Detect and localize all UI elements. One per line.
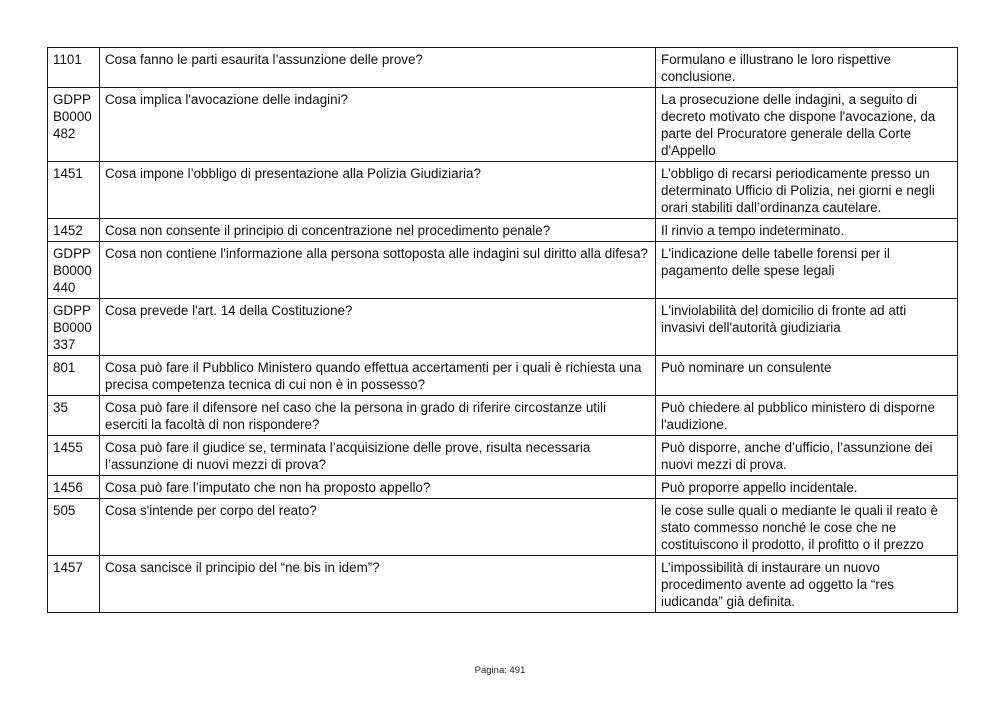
page-number: Pagina: 491 — [474, 665, 526, 676]
qa-table — [47, 47, 958, 613]
answer-text: L’impossibilità di instaurare un nuovo procedimento avente ad oggetto la “res iudicanda” già definita. — [656, 556, 958, 613]
question-id: 1451 — [48, 162, 100, 219]
question-text: Cosa può fare il Pubblico Ministero quando effettua accertamenti per i quali è richiesta una precisa competenza tecnica di cui non è in possesso? — [100, 356, 656, 396]
question-id: 1456 — [48, 476, 100, 499]
answer-text: L'inviolabilità del domicilio di fronte ad atti invasivi dell'autorità giudiziaria — [656, 299, 958, 356]
question-id: 1455 — [48, 436, 100, 476]
answer-text: le cose sulle quali o mediante le quali il reato è stato commesso nonché le cose che ne costituiscono il prodotto, il profitto o il prezzo — [656, 499, 958, 556]
table-row — [48, 499, 958, 556]
table-row — [48, 88, 958, 162]
question-id: 1457 — [48, 556, 100, 613]
question-text: Cosa impone l’obbligo di presentazione alla Polizia Giudiziaria? — [100, 162, 656, 219]
table-row — [48, 356, 958, 396]
answer-text: L’obbligo di recarsi periodicamente presso un determinato Ufficio di Polizia, nei giorni e negli orari stabiliti dall’ordinanza cautelare. — [656, 162, 958, 219]
table-row — [48, 162, 958, 219]
question-id: GDPP B0000 482 — [48, 88, 100, 162]
question-text: Cosa fanno le parti esaurita l’assunzione delle prove? — [100, 48, 656, 88]
answer-text: L'indicazione delle tabelle forensi per il pagamento delle spese legali — [656, 242, 958, 299]
question-text: Cosa non consente il principio di concentrazione nel procedimento penale? — [100, 219, 656, 242]
answer-text: Può disporre, anche d’ufficio, l’assunzione dei nuovi mezzi di prova. — [656, 436, 958, 476]
answer-text: Può nominare un consulente — [656, 356, 958, 396]
question-text: Cosa può fare il difensore nel caso che la persona in grado di riferire circostanze utili eserciti la facoltà di non rispondere? — [100, 396, 656, 436]
answer-text: Il rinvio a tempo indeterminato. — [656, 219, 958, 242]
question-id: 35 — [48, 396, 100, 436]
question-text: Cosa sancisce il principio del “ne bis in idem”? — [100, 556, 656, 613]
table-row — [48, 48, 958, 88]
question-id: GDPP B0000 440 — [48, 242, 100, 299]
question-text: Cosa s'intende per corpo del reato? — [100, 499, 656, 556]
answer-text: Formulano e illustrano le loro rispettive conclusione. — [656, 48, 958, 88]
question-text: Cosa implica l'avocazione delle indagini? — [100, 88, 656, 162]
table-row — [48, 556, 958, 613]
question-id: 1101 — [48, 48, 100, 88]
question-text: Cosa non contiene l'informazione alla persona sottoposta alle indagini sul diritto alla difesa? — [100, 242, 656, 299]
question-id: 1452 — [48, 219, 100, 242]
answer-text: La prosecuzione delle indagini, a seguito di decreto motivato che dispone l'avocazione, da parte del Procuratore generale della Corte d'Appello — [656, 88, 958, 162]
table-row — [48, 436, 958, 476]
answer-text: Può chiedere al pubblico ministero di disporne l'audizione. — [656, 396, 958, 436]
answer-text: Può proporre appello incidentale. — [656, 476, 958, 499]
question-id: GDPP B0000 337 — [48, 299, 100, 356]
question-id: 801 — [48, 356, 100, 396]
table-row — [48, 476, 958, 499]
table-row — [48, 219, 958, 242]
table-row — [48, 242, 958, 299]
table-row — [48, 299, 958, 356]
question-text: Cosa prevede l'art. 14 della Costituzione? — [100, 299, 656, 356]
question-text: Cosa può fare il giudice se, terminata l’acquisizione delle prove, risulta necessaria l’assunzione di nuovi mezzi di prova? — [100, 436, 656, 476]
table-row — [48, 396, 958, 436]
question-id: 505 — [48, 499, 100, 556]
question-text: Cosa può fare l’imputato che non ha proposto appello? — [100, 476, 656, 499]
